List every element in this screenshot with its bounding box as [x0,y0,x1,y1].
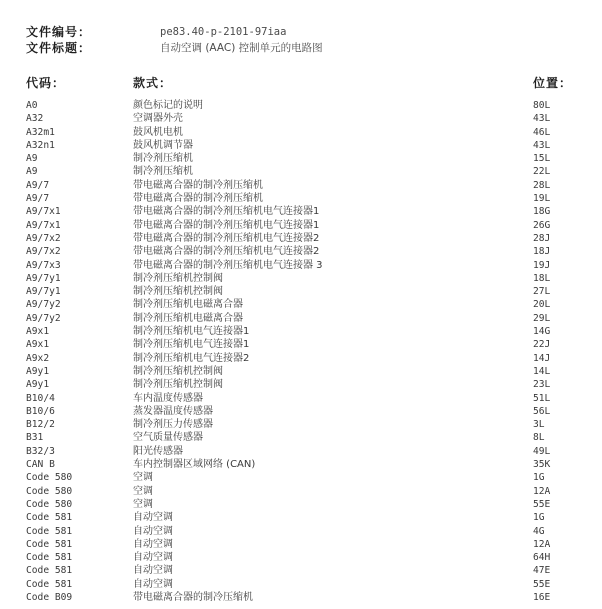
row-code: A9 [26,166,38,178]
row-code: A32 [26,113,44,125]
row-code: A32n1 [26,139,55,151]
row-code: Code 581 [26,552,73,564]
row-type: 制冷剂压缩机电气连接器1 [133,339,250,351]
row-type: 颜色标记的说明 [133,100,203,111]
row-code: A9/7x2 [26,246,61,258]
table-row [0,498,602,511]
row-code: A9x1 [26,326,50,338]
row-position: 18G [533,206,551,218]
row-type: 带电磁离合器的制冷剂压缩机电气连接器1 [133,219,320,231]
row-code: Code 581 [26,525,73,537]
table-row [0,325,602,338]
row-type: 带电磁离合器的制冷剂压缩机电气连接器 3 [133,259,323,271]
row-position: 16E [533,591,551,603]
row-type: 带电磁离合器的制冷剂压缩机电气连接器2 [133,246,320,258]
table-row [0,205,602,218]
row-code: Code 581 [26,538,73,550]
row-position: 14J [533,352,551,364]
row-code: B12/2 [26,419,55,431]
row-type: 自动空调 [133,538,173,550]
row-code: A32m1 [26,126,55,138]
table-row [0,471,602,484]
table-row [0,431,602,444]
row-code: B10/6 [26,405,55,417]
row-position: 1G [533,512,545,524]
row-type: 空调 [133,472,153,484]
row-position: 22J [533,339,551,351]
row-position: 4G [533,525,545,537]
row-position: 35K [533,459,551,471]
row-type: 制冷剂压缩机控制阀 [133,365,223,377]
row-type: 制冷剂压缩机控制阀 [133,286,223,298]
row-position: 22L [533,166,551,178]
row-code: A9/7y1 [26,272,61,284]
table-row [0,165,602,178]
row-position: 20L [533,299,551,311]
row-code: A9x1 [26,339,50,351]
table-row [0,445,602,458]
table-row [0,259,602,272]
row-position: 12A [533,485,551,497]
row-position: 15L [533,153,551,165]
row-type: 带电磁离合器的制冷剂压缩机 [133,179,263,191]
row-code: A9 [26,153,38,165]
row-code: Code 580 [26,485,73,497]
table-row [0,179,602,192]
row-type: 制冷剂压缩机 [133,153,193,165]
row-type: 空调 [133,498,153,510]
row-code: Code 580 [26,472,73,484]
row-type: 制冷剂压缩机电磁离合器 [133,299,243,311]
table-row [0,418,602,431]
table-row [0,485,602,498]
row-code: CAN B [26,459,55,471]
table-row [0,99,602,112]
row-position: 46L [533,126,551,138]
row-code: A9/7y1 [26,286,61,298]
row-type: 空调 [133,485,153,497]
row-type: 自动空调 [133,552,173,564]
row-position: 80L [533,100,551,111]
table-row [0,538,602,551]
row-type: 阳光传感器 [133,445,183,457]
table-row [0,112,602,125]
table-row [0,272,602,285]
row-code: B10/4 [26,392,55,404]
row-code: A9y1 [26,365,50,377]
row-type: 空调器外壳 [133,113,183,125]
table-row [0,312,602,325]
row-position: 27L [533,286,551,298]
row-position: 49L [533,445,551,457]
row-type: 带电磁离合器的制冷剂压缩机电气连接器2 [133,232,320,244]
table-row [0,285,602,298]
table-row [0,245,602,258]
row-position: 12A [533,538,551,550]
row-code: A9/7x3 [26,259,61,271]
table-row [0,551,602,564]
row-position: 28L [533,179,551,191]
table-row [0,458,602,471]
row-position: 29L [533,312,551,324]
table-row [0,511,602,524]
doc-title-label: 文件标题： [26,41,92,55]
row-type: 带电磁离合器的制冷剂压缩机电气连接器1 [133,206,320,218]
row-code: A9/7 [26,179,50,191]
row-type: 制冷剂压力传感器 [133,419,213,431]
row-type: 制冷剂压缩机电气连接器1 [133,326,250,338]
table-row [0,152,602,165]
row-position: 18L [533,272,551,284]
column-header-code: 代码： [26,76,66,90]
row-position: 55E [533,578,551,590]
row-type: 制冷剂压缩机控制阀 [133,379,223,391]
row-position: 43L [533,113,551,125]
row-type: 车内控制器区域网络 (CAN) [133,459,256,471]
table-row [0,298,602,311]
row-type: 鼓风机电机 [133,126,183,138]
row-position: 18J [533,246,551,258]
row-type: 自动空调 [133,512,173,524]
table-row [0,378,602,391]
row-type: 制冷剂压缩机电气连接器2 [133,352,250,364]
row-code: A9/7x2 [26,232,61,244]
row-type: 空气质量传感器 [133,432,203,444]
row-position: 1G [533,472,545,484]
table-row [0,139,602,152]
row-type: 自动空调 [133,525,173,537]
row-position: 19L [533,193,551,205]
row-position: 64H [533,552,551,564]
table-row [0,126,602,139]
row-code: Code 580 [26,498,73,510]
row-position: 26G [533,219,551,231]
row-type: 带电磁离合器的制冷压缩机 [133,591,253,603]
row-code: A9/7x1 [26,206,61,218]
row-type: 带电磁离合器的制冷剂压缩机 [133,193,263,205]
row-code: B31 [26,432,44,444]
row-code: A9y1 [26,379,50,391]
row-code: Code 581 [26,565,73,577]
row-code: B32/3 [26,445,55,457]
table-row [0,578,602,591]
column-header-type: 款式： [133,76,173,90]
row-position: 3L [533,419,545,431]
row-position: 8L [533,432,545,444]
row-type: 自动空调 [133,578,173,590]
row-position: 28J [533,232,551,244]
row-type: 制冷剂压缩机 [133,166,193,178]
row-type: 蒸发器温度传感器 [133,405,213,417]
row-position: 47E [533,565,551,577]
row-position: 14G [533,326,551,338]
row-code: A0 [26,100,38,111]
row-type: 车内温度传感器 [133,392,203,404]
component-table [0,99,602,604]
row-position: 55E [533,498,551,510]
row-type: 鼓风机调节器 [133,139,193,151]
doc-number-label: 文件编号： [26,25,92,39]
table-row [0,525,602,538]
table-row [0,219,602,232]
row-code: A9/7x1 [26,219,61,231]
row-type: 自动空调 [133,565,173,577]
row-position: 43L [533,139,551,151]
row-code: Code B09 [26,591,73,603]
row-position: 51L [533,392,551,404]
row-code: Code 581 [26,578,73,590]
row-type: 制冷剂压缩机控制阀 [133,272,223,284]
row-position: 56L [533,405,551,417]
table-row [0,352,602,365]
row-position: 23L [533,379,551,391]
row-position: 14L [533,365,551,377]
table-row [0,192,602,205]
table-row [0,392,602,405]
row-position: 19J [533,259,551,271]
row-code: A9/7y2 [26,299,61,311]
row-code: A9/7y2 [26,312,61,324]
doc-number-value: pe83.40-p-2101-97iaa [160,26,287,38]
table-row [0,591,602,604]
row-code: Code 581 [26,512,73,524]
doc-title-value: 自动空调 (AAC) 控制单元的电路图 [160,42,323,54]
row-code: A9x2 [26,352,50,364]
table-row [0,564,602,577]
table-row [0,232,602,245]
row-code: A9/7 [26,193,50,205]
table-row [0,405,602,418]
row-type: 制冷剂压缩机电磁离合器 [133,312,243,324]
table-row [0,338,602,351]
column-header-position: 位置： [533,76,573,90]
table-row [0,365,602,378]
